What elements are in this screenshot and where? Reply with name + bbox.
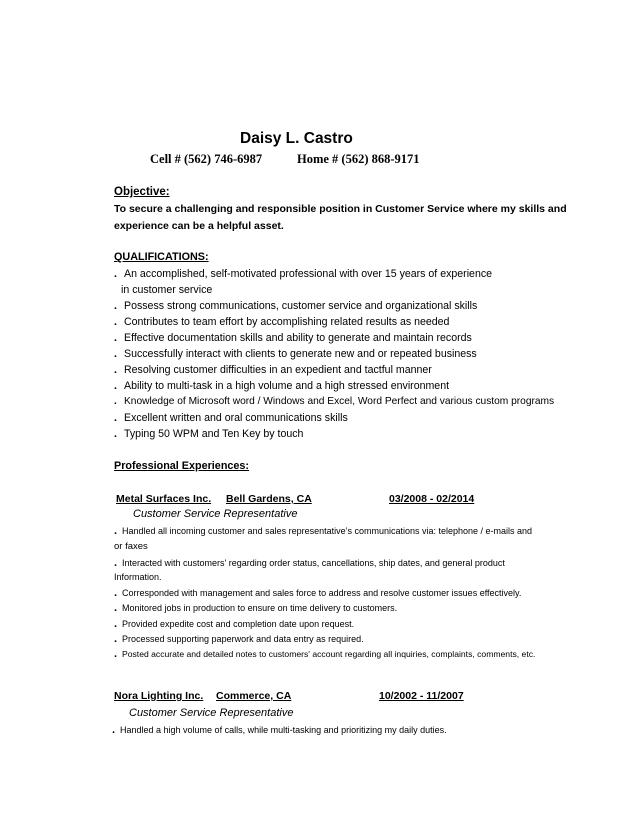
bullet-icon: . [114,602,118,614]
job-role: Customer Service Representative [129,707,294,719]
bullet-icon: . [114,268,117,280]
duty-item: . Posted accurate and detailed notes to customers' account regarding all inquiries, complaints, comments, etc. [114,648,536,660]
bullet-icon: . [114,587,118,599]
bullet-icon: . [114,380,117,392]
experience-heading: Professional Experiences: [114,460,250,472]
qualification-item: . Knowledge of Microsoft word / Windows and Excel, Word Perfect and various custom programs [114,396,555,407]
qualification-item: . Contributes to team effort by accomplishing related results as needed [114,316,450,328]
bullet-icon: . [114,396,117,407]
job-company: Metal Surfaces Inc. [116,493,212,505]
job-dates: 10/2002 - 11/2007 [379,690,464,702]
bullet-icon: . [114,348,117,360]
cell-phone: Cell # (562) 746-6987 [150,152,263,166]
qualification-item: . Successfully interact with clients to generate new and or repeated business [114,348,477,360]
duty-item: . Interacted with customers' regarding order status, cancellations, ship dates, and general product [114,557,505,569]
applicant-name: Daisy L. Castro [240,130,353,147]
objective-line-2: experience can be a helpful asset. [114,220,284,232]
duty-item: . Handled a high volume of calls, while multi-tasking and prioritizing my daily duties. [112,724,447,736]
job-company: Nora Lighting Inc. [114,690,204,702]
job-location: Bell Gardens, CA [226,493,312,505]
duty-item: . Provided expedite cost and completion date upon request. [114,618,355,630]
job-location: Commerce, CA [216,690,292,702]
qualification-item: . Resolving customer difficulties in an expedient and tactful manner [114,364,432,376]
duty-item: . Handled all incoming customer and sales representative’s communications via: telephone / e-mails and [114,525,533,537]
qualification-item: . Typing 50 WPM and Ten Key by touch [114,428,304,440]
duty-item: . Monitored jobs in production to ensure on time delivery to customers. [114,602,398,614]
qualification-item: . Effective documentation skills and ability to generate and maintain records [114,332,472,344]
duty-item: . Corresponded with management and sales force to address and resolve customer issues effectively. [114,587,522,599]
qualification-item: . An accomplished, self-motivated professional with over 15 years of experience [114,268,493,280]
bullet-icon: . [114,332,117,344]
duty-item-continuation: or faxes [114,541,148,552]
duty-item-continuation: Information. [114,572,162,582]
home-phone: Home # (562) 868-9171 [297,152,420,166]
bullet-icon: . [114,364,117,376]
objective-heading: Objective: [114,186,170,198]
bullet-icon: . [114,525,118,537]
bullet-icon: . [114,412,117,424]
job-role: Customer Service Representative [133,508,298,520]
qualification-item-continuation: in customer service [121,284,213,296]
qualification-item: . Excellent written and oral communications skills [114,412,348,424]
phone-numbers [150,152,420,167]
qualification-item: . Possess strong communications, customer service and organizational skills [114,300,478,312]
bullet-icon: . [114,316,117,328]
job-dates: 03/2008 - 02/2014 [389,493,475,505]
qualifications-heading: QUALIFICATIONS: [114,251,209,263]
bullet-icon: . [114,428,117,440]
duty-item: . Processed supporting paperwork and data entry as required. [114,633,364,645]
bullet-icon: . [114,633,118,645]
bullet-icon: . [114,618,118,630]
bullet-icon: . [114,648,118,660]
bullet-icon: . [112,724,116,736]
objective-line-1: To secure a challenging and responsible position in Customer Service where my skills and [114,203,567,215]
bullet-icon: . [114,300,117,312]
qualification-item: . Ability to multi-task in a high volume and a high stressed environment [114,380,450,392]
bullet-icon: . [114,557,118,569]
